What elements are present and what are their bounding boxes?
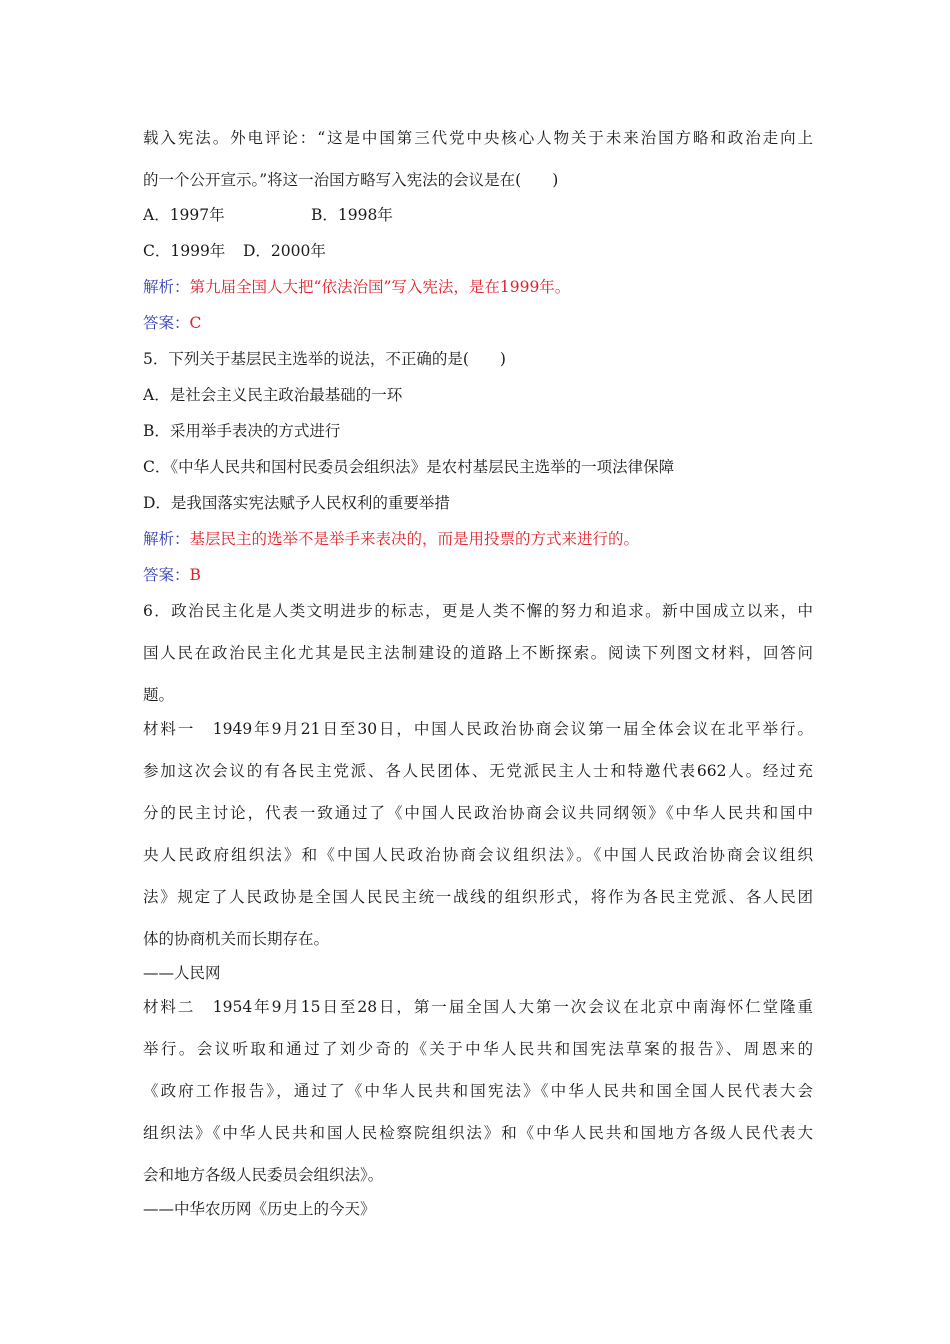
question-5-analysis (143, 529, 813, 549)
answer-label: 答案： (143, 314, 190, 332)
material-1-line-5: 法》规定了人民政协是全国人民民主统一战线的组织形式，将作为各民主党派、各人民团 (143, 888, 813, 906)
material-1-line-4: 央人民政府组织法》和《中国人民政治协商会议组织法》。《中国人民政治协商会议组织 (143, 846, 813, 864)
question-6-line-3: 题。 (143, 686, 175, 704)
material-1-line-6: 体的协商机关而长期存在。 (143, 930, 330, 948)
material-1-source: ——人民网 (143, 964, 221, 982)
option-c: C．1999年 (143, 242, 226, 260)
material-2-line-4: 组织法》《中华人民共和国人民检察院组织法》和《中华人民共和国地方各级人民代表大 (143, 1124, 813, 1142)
question-5-option-a: A．是社会主义民主政治最基础的一环 (143, 386, 403, 404)
analysis-text: 第九届全国人大把“依法治国”写入宪法，是在1999年。 (189, 278, 571, 296)
question-6-line-1: 6．政治民主化是人类文明进步的标志，更是人类不懈的努力和追求。新中国成立以来，中 (143, 602, 813, 620)
option-a: A．1997年 (143, 206, 225, 224)
question-4-text-line-2: 的一个公开宣示。”将这一治国方略写入宪法的会议是在( ) (143, 171, 559, 189)
question-5-option-c: C．《中华人民共和国村民委员会组织法》是农村基层民主选举的一项法律保障 (143, 458, 675, 476)
material-1-line-3: 分的民主讨论，代表一致通过了《中国人民政治协商会议共同纲领》《中华人民共和国中 (143, 804, 813, 822)
analysis-label: 解析： (143, 530, 190, 548)
answer-value: C (189, 314, 202, 332)
question-4-options-row-2 (143, 241, 813, 261)
question-5-option-b: B．采用举手表决的方式进行 (143, 422, 341, 440)
option-b: B．1998年 (311, 206, 393, 224)
answer-value: B (189, 566, 201, 584)
question-4-text-line-1: 载入宪法。外电评论：“这是中国第三代党中央核心人物关于未来治国方略和政治走向上 (143, 129, 813, 147)
option-d: D．2000年 (243, 242, 326, 260)
answer-label: 答案： (143, 566, 190, 584)
question-4-answer (143, 313, 813, 333)
material-2-line-2: 举行。会议听取和通过了刘少奇的《关于中华人民共和国宪法草案的报告》、周恩来的 (143, 1040, 813, 1058)
material-2-line-3: 《政府工作报告》，通过了《中华人民共和国宪法》《中华人民共和国全国人民代表大会 (143, 1082, 813, 1100)
material-1-line-1: 材料一 1949年9月21日至30日，中国人民政治协商会议第一届全体会议在北平举行。 (143, 720, 813, 738)
analysis-text: 基层民主的选举不是举手来表决的，而是用投票的方式来进行的。 (189, 530, 640, 548)
question-4-analysis (143, 277, 813, 297)
material-2-source: ——中华农历网《历史上的今天》 (143, 1200, 376, 1218)
question-4-options-row-1 (143, 205, 813, 225)
material-2-line-5: 会和地方各级人民委员会组织法》。 (143, 1166, 384, 1184)
question-5-option-d: D．是我国落实宪法赋予人民权利的重要举措 (143, 494, 450, 512)
material-2-line-1: 材料二 1954年9月15日至28日，第一届全国人大第一次会议在北京中南海怀仁堂隆重 (143, 998, 813, 1016)
question-5-stem: 5．下列关于基层民主选举的说法，不正确的是( ) (143, 350, 506, 368)
question-6-line-2: 国人民在政治民主化尤其是民主法制建设的道路上不断探索。阅读下列图文材料，回答问 (143, 644, 813, 662)
question-5-answer (143, 565, 813, 585)
material-1-line-2: 参加这次会议的有各民主党派、各人民团体、无党派民主人士和特邀代表662人。经过充 (143, 762, 813, 780)
analysis-label: 解析： (143, 278, 190, 296)
